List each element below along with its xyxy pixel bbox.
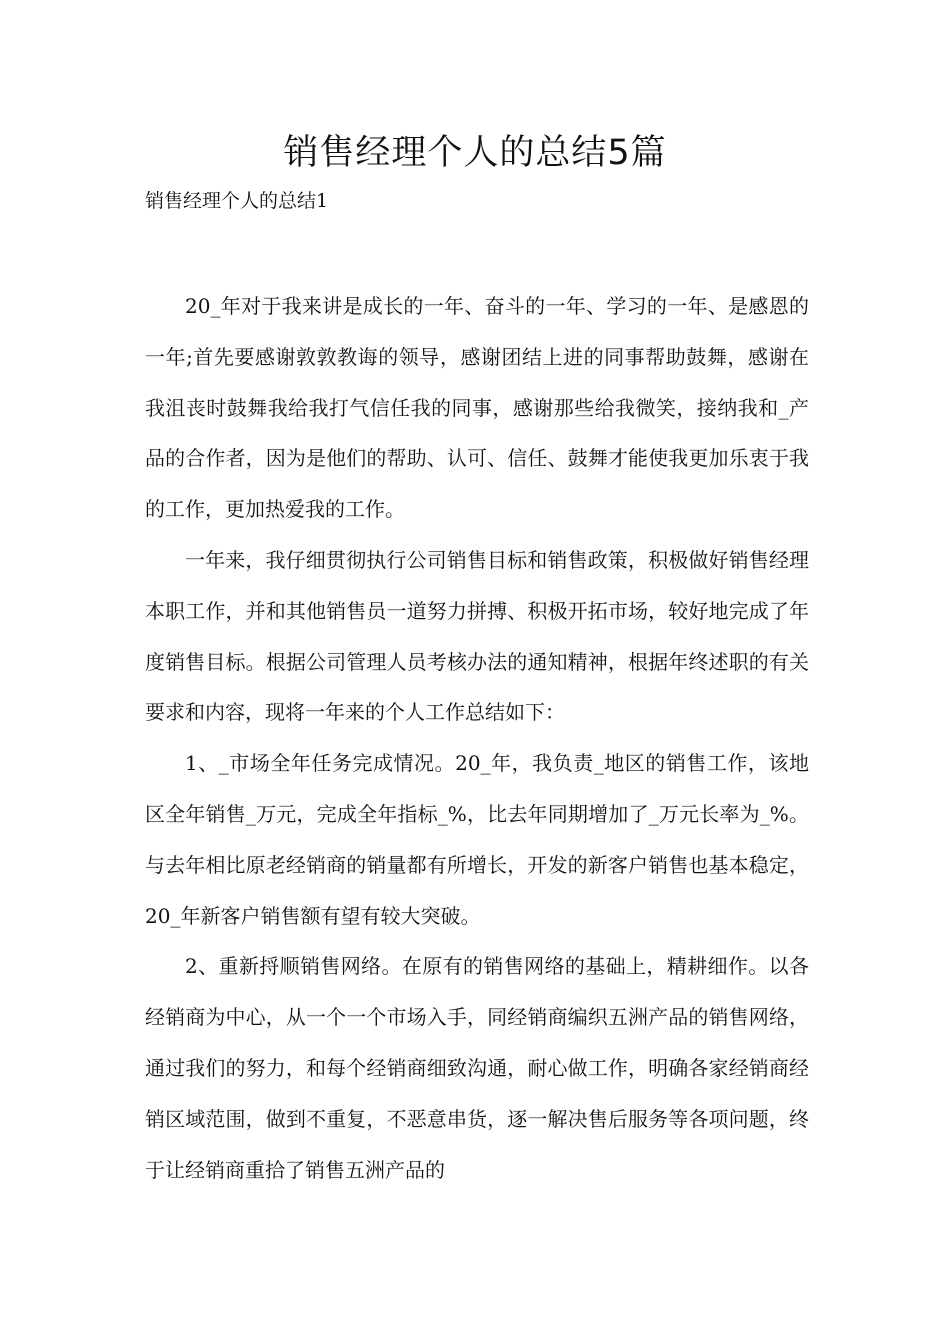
paragraph-item-1: 1、_市场全年任务完成情况。20_年，我负责_地区的销售工作，该地区全年销售_万元，完成全年指标_%，比去年同期增加了_万元长率为_%。与去年相比原老经销商的销量都有所增长，开发的新客户销售也基本稳定，20_年新客户销售额有望有较大突破。 [145,751,809,928]
section-subtitle: 销售经理个人的总结1 [145,190,329,212]
document-title: 销售经理个人的总结5篇 [283,133,667,173]
paragraph-overview: 一年来，我仔细贯彻执行公司销售目标和销售政策，积极做好销售经理本职工作，并和其他销售员一道努力拼搏、积极开拓市场，较好地完成了年度销售目标。根据公司管理人员考核办法的通知精神，根据年终述职的有关要求和内容，现将一年来的个人工作总结如下： [145,547,809,725]
document-body [145,281,809,1195]
paragraph-intro: 20_年对于我来讲是成长的一年、奋斗的一年、学习的一年、是感恩的一年;首先要感谢敦敦教诲的领导，感谢团结上进的同事帮助鼓舞，感谢在我沮丧时鼓舞我给我打气信任我的同事，感谢那些给我微笑，接纳我和_产品的合作者，因为是他们的帮助、认可、信任、鼓舞才能使我更加乐衷于我的工作，更加热爱我的工作。 [145,294,809,522]
paragraph-item-2: 2、重新捋顺销售网络。在原有的销售网络的基础上，精耕细作。以各经销商为中心，从一个一个市场入手，同经销商编织五洲产品的销售网络，通过我们的努力，和每个经销商细致沟通，耐心做工作，明确各家经销商经销区域范围，做到不重复，不恶意串货，逐一解决售后服务等各项问题，终于让经销商重拾了销售五洲产品的 [145,954,809,1182]
